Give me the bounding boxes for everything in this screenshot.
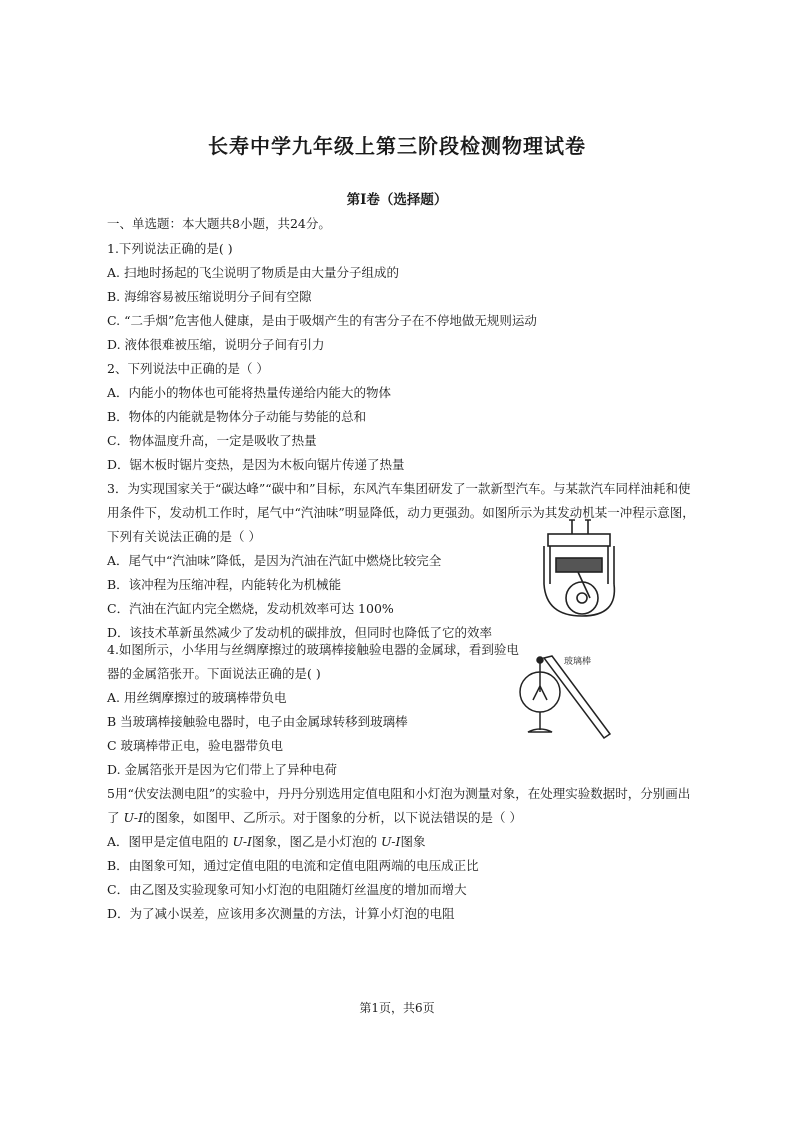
q2-option-d: D．锯木板时锯片变热，是因为木板向锯片传递了热量 [107, 457, 405, 472]
q4-option-c: C 玻璃棒带正电，验电器带负电 [107, 738, 284, 753]
q3-stem-line2: 用条件下，发动机工作时，尾气中“汽油味”明显降低，动力更强劲。如图所示为其发动机某一冲程示意图， [107, 505, 695, 520]
q5-a-pre: A．图甲是定值电阻的 [107, 834, 233, 849]
q5-option-d: D．为了减小误差，应该用多次测量的方法，计算小灯泡的电阻 [107, 906, 455, 921]
q5-option-a [107, 832, 425, 850]
ui-symbol: U-I [232, 834, 252, 849]
q5-stem-post: 的图象，如图甲、乙所示。对于图象的分析，以下说法错误的是（ ） [142, 810, 522, 825]
part-header: 一、单选题：本大题共8小题，共24分。 [107, 216, 331, 231]
ui-symbol: U-I [123, 810, 143, 825]
q5-stem-line2 [107, 808, 522, 826]
q3-option-b: B．该冲程为压缩冲程，内能转化为机械能 [107, 577, 342, 592]
q3-option-d: D．该技术革新虽然减少了发动机的碳排放，但同时也降低了它的效率 [107, 625, 493, 640]
page-footer: 第1页，共6页 [359, 1001, 435, 1015]
q4-stem-line2: 器的金属箔张开。下面说法正确的是( ) [107, 666, 321, 681]
q1-stem: 1.下列说法正确的是( ) [107, 241, 233, 256]
q3-option-c: C．汽油在汽缸内完全燃烧，发动机效率可达 100% [107, 601, 394, 616]
q5-stem-pre: 了 [107, 810, 124, 825]
engine-stroke-figure [536, 518, 624, 620]
q5-stem-line1: 5用“伏安法测电阻”的实验中，丹丹分别选用定值电阻和小灯泡为测量对象，在处理实验数据时，分别画出 [107, 786, 691, 801]
q1-option-c: C. “二手烟”危害他人健康，是由于吸烟产生的有害分子在不停地做无规则运动 [107, 313, 537, 328]
q3-stem-line3: 下列有关说法正确的是（ ） [107, 529, 261, 544]
q4-option-a: A. 用丝绸摩擦过的玻璃棒带负电 [107, 690, 287, 705]
q5-a-post: 图象 [400, 834, 426, 849]
q5-a-mid: 图象，图乙是小灯泡的 [252, 834, 381, 849]
glass-rod-label: 玻璃棒 [564, 657, 592, 667]
q1-option-d: D. 液体很难被压缩，说明分子间有引力 [107, 337, 325, 352]
ui-symbol: U-I [380, 834, 401, 849]
q3-stem-line1: 3．为实现国家关于“碳达峰”“碳中和”目标，东风汽车集团研发了一款新型汽车。与某款汽车同样油耗和使 [107, 481, 691, 496]
q4-option-b: B 当玻璃棒接触验电器时，电子由金属球转移到玻璃棒 [107, 714, 408, 729]
q3-option-a: A．尾气中“汽油味”降低，是因为汽油在汽缸中燃烧比较完全 [107, 553, 442, 568]
q2-option-b: B．物体的内能就是物体分子动能与势能的总和 [107, 409, 367, 424]
q4-option-d: D. 金属箔张开是因为它们带上了异种电荷 [107, 762, 338, 777]
q2-option-c: C．物体温度升高，一定是吸收了热量 [107, 433, 317, 448]
q2-stem: 2、下列说法中正确的是（ ） [107, 361, 269, 376]
q1-option-b: B. 海绵容易被压缩说明分子间有空隙 [107, 289, 312, 304]
q5-option-c: C．由乙图及实验现象可知小灯泡的电阻随灯丝温度的增加而增大 [107, 882, 467, 897]
exam-title: 长寿中学九年级上第三阶段检测物理试卷 [208, 134, 586, 158]
q5-option-b: B．由图象可知，通过定值电阻的电流和定值电阻两端的电压成正比 [107, 858, 479, 873]
q4-stem-line1: 4.如图所示，小华用与丝绸摩擦过的玻璃棒接触验电器的金属球，看到验电 [107, 642, 519, 657]
electroscope-figure [516, 652, 620, 744]
q2-option-a: A．内能小的物体也可能将热量传递给内能大的物体 [107, 385, 392, 400]
section-heading: 第Ⅰ卷（选择题） [346, 192, 448, 208]
q1-option-a: A. 扫地时扬起的飞尘说明了物质是由大量分子组成的 [107, 265, 399, 280]
